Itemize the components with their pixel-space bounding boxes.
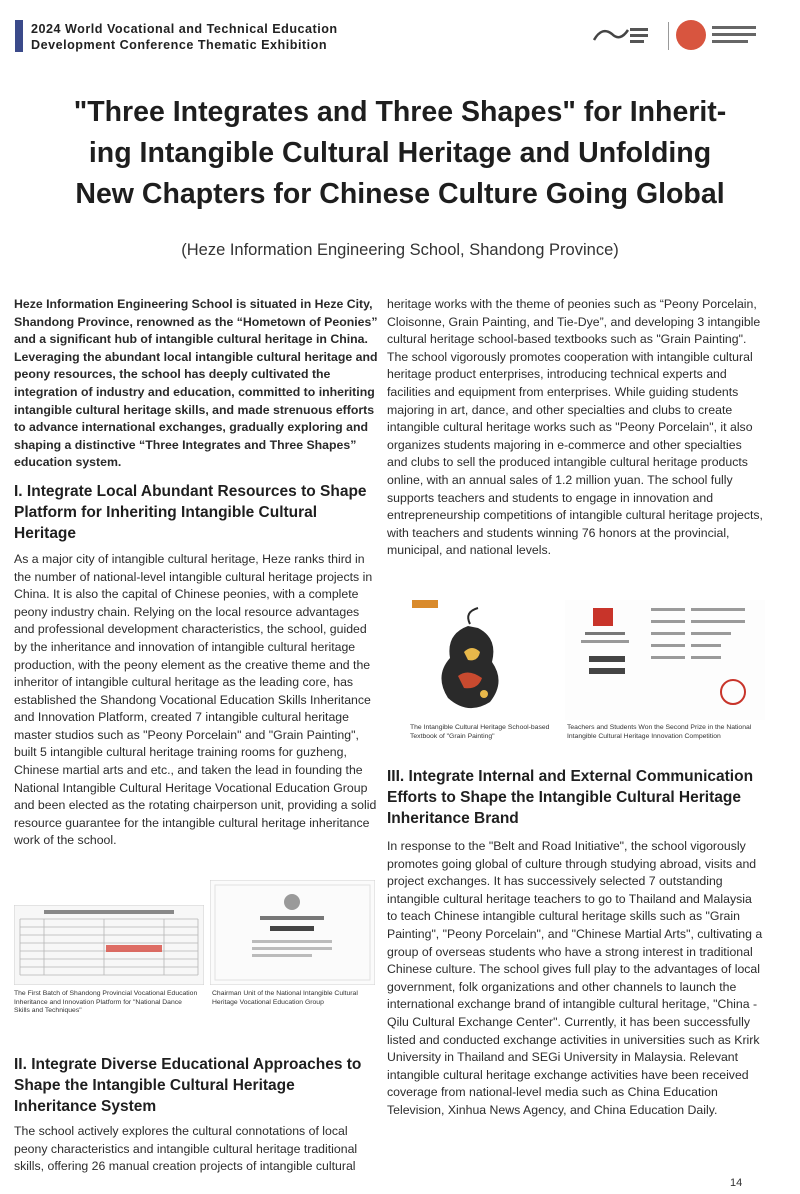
section-2-body: The school actively explores the cultural connotations of local peony characteristics and intangible cultural heritage traditional skills, offering 26 manual creation projects of intangible cultural [14,1124,358,1174]
section-1-heading: I. Integrate Local Abundant Resources to Shape Platform for Inheriting Intangible Cultural Heritage [14,482,367,542]
article-title [0,92,800,215]
section-3-heading: III. Integrate Internal and External Communication Efforts to Shape the Intangible Cultural Heritage Inheritance Brand [387,768,754,827]
chairman-certificate-image [210,880,375,985]
award-image-caption: Teachers and Students Won the Second Prize in the National Intangible Cultural Heritage Innovation Competition [567,724,752,740]
section-2-continued: heritage works with the theme of peonies such as “Peony Porcelain, Cloisonne, Grain Painting, and Tie-Dye”, and developing 3 intangible cultural heritage school-based textbooks such as "Grain Painting". The school vigorously promotes cooperation with intangible cultural heritage product enterprises, introducing technical experts and facilities and equipment from enterprises. While guiding students majoring in art, dance, and other specialties and clubs to create intangible cultural heritage works such as "Peony Porcelain", it also organizes students majoring in e-commerce and other specialties and clubs to sell the produced intangible cultural heritage products online, with an annual sales of 1.2 million yuan. The school fully supports teachers and students to engage in innovation and entrepreneurship competitions of intangible cultural heritage projects, with teachers and students winning 76 honors at the provincial, municipal, and national levels. [387,297,763,558]
platform-document-image [14,905,204,985]
header-color-mark [15,20,23,52]
header-logos [590,20,760,54]
left-column-top [14,296,379,850]
header-line-1: 2024 World Vocational and Technical Education [31,22,338,36]
intro-paragraph: Heze Information Engineering School is situated in Heze City, Shandong Province, renowned as the “Hometown of Peonies” and a significant hub of intangible cultural heritage in China. Leveraging the abundant local intangible cultural heritage and peony resources, the school has deeply cultivated the integration of industry and education, committed to inheriting intangible cultural heritage skills, and made strenuous efforts to advance international exchanges, gradually exploring and shaping a distinctive “Three Integrates and Three Shapes” education system. [14,297,378,470]
right-column-top [387,296,765,560]
article-subtitle: (Heze Information Engineering School, Shandong Province) [181,241,619,259]
header-line-2: Development Conference Thematic Exhibition [31,38,328,52]
partner-name-logo-icon [710,22,758,50]
page-number: 14 [730,1177,743,1189]
section-2-heading: II. Integrate Diverse Educational Approaches to Shape the Intangible Cultural Heritage Inheritance System [14,1056,362,1115]
logo-separator [668,22,669,50]
section-1-body: As a major city of intangible cultural heritage, Heze ranks third in the number of national-level intangible cultural heritage projects in China. It is also the capital of Chinese peonies, with a complete peony industry chain. Relying on the local resource advantages and professional development characteristics, the school, guided by the inheritance and innovation of intangible cultural heritage production, with the peony element as the creative theme and the inheritor of intangible cultural heritage as the leading core, has established the Shandong Vocational Education Skills Inheritance and Innovation Platform, created 7 intangible cultural heritage master studios such as "Peony Porcelain" and "Grain Painting", built 5 intangible cultural heritage training rooms for guzheng, Chinese martial arts and etc., and taken the lead in founding the National Intangible Cultural Heritage Vocational Education Group and been elected as the rotating chairperson unit, providing a solid resource guarantee for the intangible cultural heritage inheritance work of the school. [14,551,377,848]
textbook-image-caption: The Intangible Cultural Heritage School-based Textbook of "Grain Painting" [410,724,550,740]
exhibition-header-text [31,21,338,53]
title-line-3: New Chapters for Chinese Culture Going Global [75,178,725,210]
competition-award-certificate-image [565,600,765,720]
title-line-1: "Three Integrates and Three Shapes" for Inherit- [73,96,727,128]
grain-painting-textbook-image [408,598,538,720]
conference-logo-icon [590,20,650,52]
certificate-image-caption: Chairman Unit of the National Intangible Cultural Heritage Vocational Education Group [212,990,358,1006]
title-line-2: ing Intangible Cultural Heritage and Unfolding [88,137,712,169]
section-3-body: In response to the "Belt and Road Initiative", the school vigorously promotes going global of culture through studying abroad, visits and project exchanges. It has successively selected 7 outstanding intangible cultural heritage teachers to go to Thailand and Malaysia to teach Chinese intangible cultural heritage skills such as "Grain Painting", "Peony Porcelain", and "Chinese Martial Arts", cultivating a group of overseas students who have a strong interest in traditional Chinese culture. The school gives full play to the advantages of local government, folk organizations and other channels to launch the international exchange brand of intangible cultural heritage, "China - Qilu Cultural Exchange Center". Currently, it has been successfully listed and conducted exchange activities in universities such as Krirk University in Thailand and SEGi University in Malaysia. Relevant intangible cultural heritage exchange activities have been received coverage from national-level media such as China Education Television, Xinhua News Agency, and China Education Daily. [387,839,763,1117]
platform-image-caption: The First Batch of Shandong Provincial Vocational Education Inheritance and Innovation Platform for "National Dance Skills and Techniques" [14,990,198,1014]
left-column-bottom [14,1054,379,1176]
partner-emblem-icon [676,20,706,50]
right-column-bottom [387,766,765,1120]
